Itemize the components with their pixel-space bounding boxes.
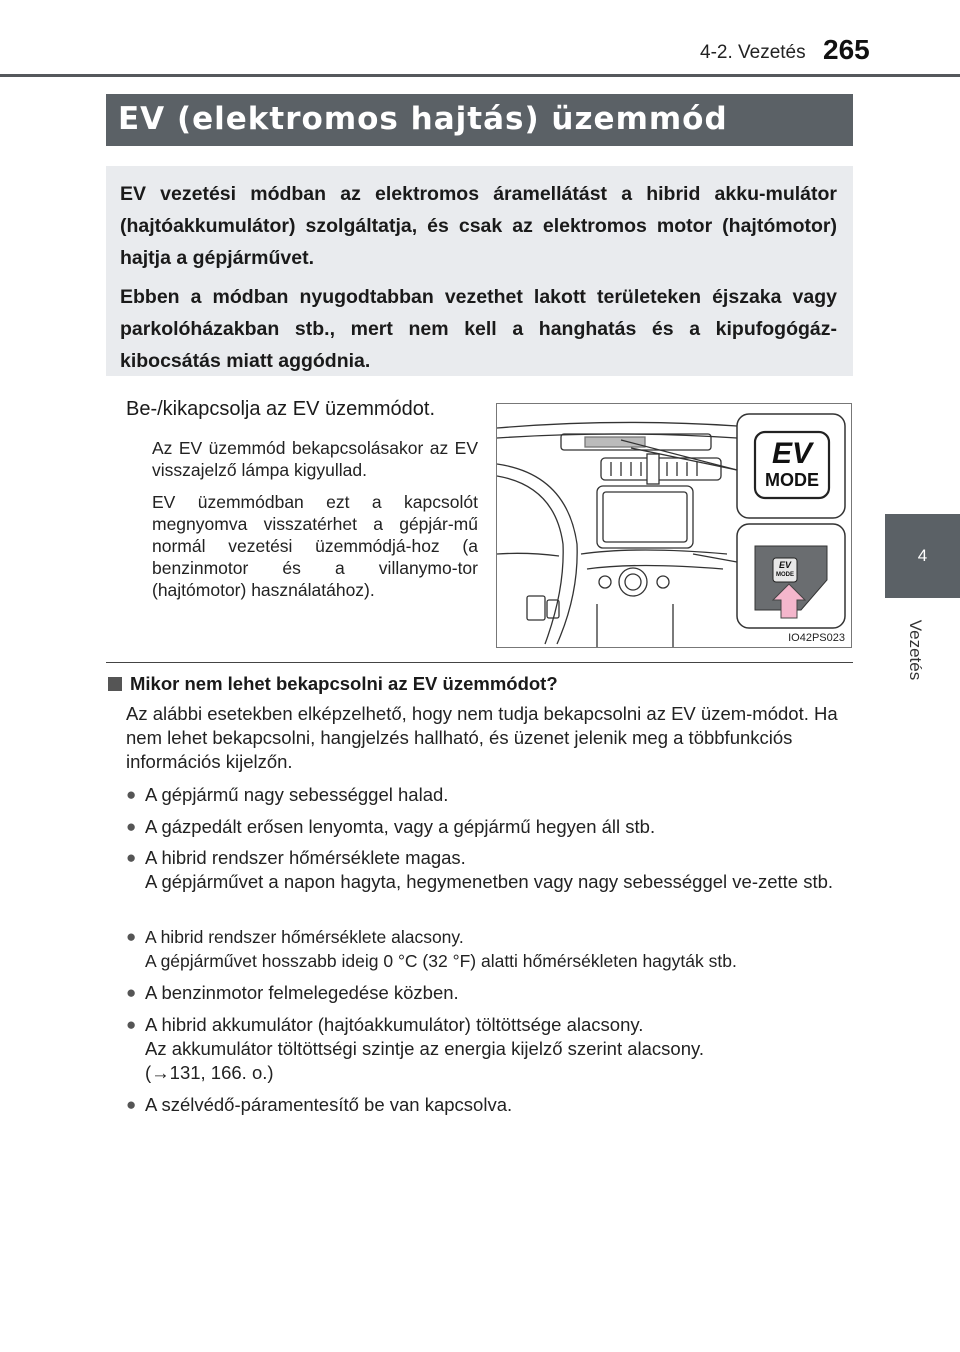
page-number: 265 — [823, 34, 870, 65]
list-item — [126, 925, 853, 973]
instruction-note-2: EV üzemmódban ezt a kapcsolót megnyomva visszatérhet a gépjár-mű normál vezetési üzemmódjá-hoz (a benzinmotor és a villanymo-tor (hajtómotor) használatához). — [152, 492, 478, 600]
question-intro: Az alábbi esetekben elképzelhető, hogy nem tudja bekapcsolni az EV üzem-módot. Ha nem lehet bekapcsolni, hangjelzés hallható, és üzenet jelenik meg a többfunkciós információs kijelzőn. — [126, 703, 838, 772]
list-item-line1: A hibrid rendszer hőmérséklete alacsony. — [145, 927, 464, 947]
small-button-top: EV — [778, 560, 791, 570]
header-rule — [0, 74, 960, 77]
question-title: Mikor nem lehet bekapcsolni az EV üzemmódot? — [130, 673, 558, 694]
list-item-line2: Az akkumulátor töltöttségi szintje az energia kijelző szerint alacsony. — [145, 1038, 705, 1059]
list-item-line2: A gépjárművet hosszabb ideig 0 °C (32 °F) alatti hőmérsékleten hagyták stb. — [145, 951, 737, 971]
section-label: 4-2. Vezetés — [700, 42, 806, 63]
intro-paragraph-2: Ebben a módban nyugodtabban vezethet lakott területeken éjszaka vagy parkolóházakban stb., mert nem kell a hanghatás és a kipufogógáz-kibocsátás miatt aggódnia. — [120, 286, 837, 372]
intro-paragraph-1: EV vezetési módban az elektromos áramellátást a hibrid akku-mulátor (hajtóakkumulátor) szolgáltatja, és csak az elektromos motor (hajtómotor) hajtja a gépjárművet. — [120, 183, 837, 269]
instruction-lead: Be-/kikapcsolja az EV üzemmódot. — [126, 398, 436, 420]
dashboard-illustration — [496, 403, 852, 648]
bullet-dot-icon: ● — [126, 927, 137, 946]
bullet-dot-icon: ● — [126, 1015, 137, 1034]
ev-mode-button-top: EV — [771, 437, 813, 470]
ev-mode-button-bottom: MODE — [765, 470, 819, 490]
bullet-dot-icon: ● — [126, 848, 137, 867]
intro-box — [106, 166, 853, 376]
bullet-dot-icon: ● — [126, 983, 137, 1002]
chapter-number: 4 — [917, 546, 928, 565]
list-item — [126, 846, 853, 894]
section-divider — [106, 662, 853, 663]
list-item-line1: A gépjármű nagy sebességgel halad. — [145, 784, 449, 805]
chapter-label: Vezetés — [906, 619, 925, 681]
bullet-dot-icon: ● — [126, 785, 137, 804]
small-button-bottom: MODE — [776, 572, 794, 578]
question-heading — [108, 673, 558, 695]
list-item — [126, 815, 853, 839]
list-item — [126, 783, 853, 807]
list-item — [126, 1013, 853, 1085]
list-item — [126, 981, 853, 1005]
list-item-line1: A benzinmotor felmelegedése közben. — [145, 982, 459, 1003]
list-item-line3: (→131, 166. o.) — [145, 1062, 274, 1083]
bullet-dot-icon: ● — [126, 1095, 137, 1114]
list-item — [126, 1093, 853, 1117]
figure-code: IO42PS023 — [788, 632, 845, 644]
page-title: EV (elektromos hajtás) üzemmód — [106, 94, 853, 146]
list-item-line1: A szélvédő-páramentesítő be van kapcsolva. — [145, 1094, 513, 1115]
list-item-line2: A gépjárművet a napon hagyta, hegymenetben vagy nagy sebességgel ve-zette stb. — [145, 871, 834, 892]
list-item-line1: A hibrid rendszer hőmérséklete magas. — [145, 847, 466, 868]
square-bullet-icon — [108, 677, 122, 691]
bullet-dot-icon: ● — [126, 817, 137, 836]
instruction-note-1: Az EV üzemmód bekapcsolásakor az EV visszajelző lámpa kigyullad. — [152, 438, 478, 480]
chapter-tab — [885, 514, 960, 598]
chapter-label-wrap — [900, 600, 930, 700]
list-item-line1: A gázpedált erősen lenyomta, vagy a gépjármű hegyen áll stb. — [145, 816, 656, 837]
list-item-line1: A hibrid akkumulátor (hajtóakkumulátor) töltöttsége alacsony. — [145, 1014, 644, 1035]
